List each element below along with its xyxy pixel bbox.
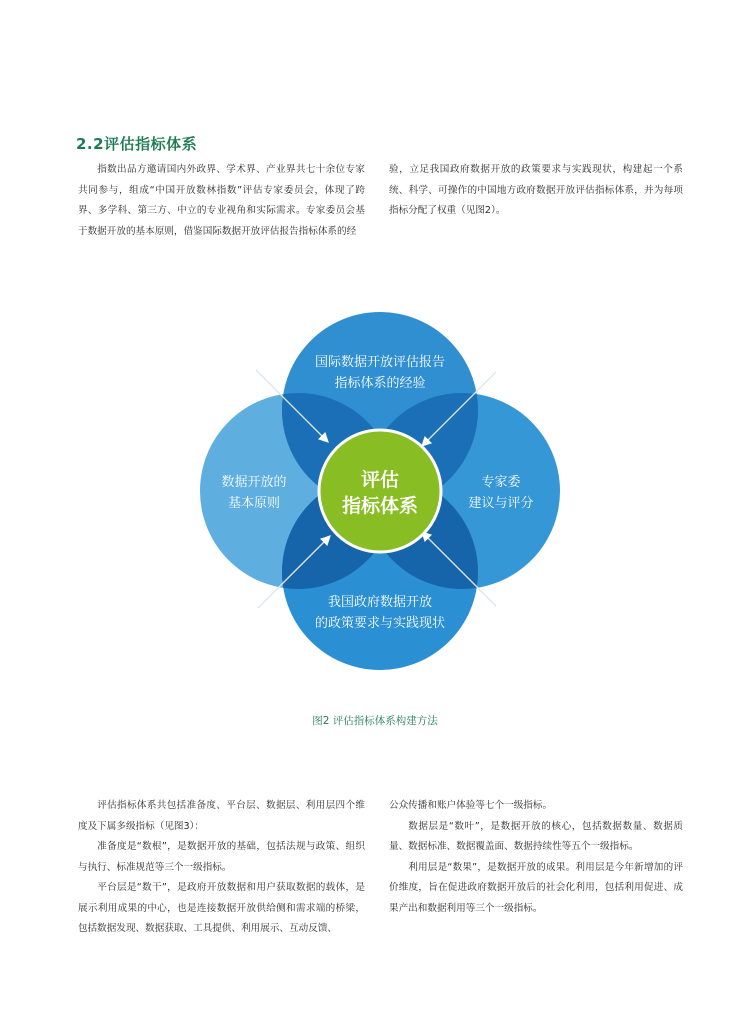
section-title: 2.2评估指标体系 (76, 135, 198, 153)
body-right-column (389, 796, 683, 919)
body-paragraph-readiness: 准备度是“数根”，是数据开放的基础，包括法规与政策、组织与执行、标准规范等三个一级指标。 (78, 841, 365, 873)
body-left-column (78, 796, 365, 940)
right-label-line1: 专家委 (481, 475, 521, 490)
center-circle (319, 430, 441, 552)
left-label-line1: 数据开放的 (221, 475, 287, 490)
body-paragraph-utilization: 利用层是“数果”，是数据开放的成果。利用层是今年新增加的评价维度，旨在促进政府数据开放后的社会化利用，包括利用促进、成果产出和数据利用等三个一级指标。 (389, 861, 683, 914)
intro-left-column (78, 160, 365, 242)
body-paragraph-intro: 评估指标体系共包括准备度、平台层、数据层、利用层四个维度及下属多级指标（见图3）： (78, 800, 365, 832)
left-label-line2: 基本原则 (227, 496, 281, 511)
figure-caption: 图2 评估指标体系构建方法 (312, 715, 438, 727)
intro-left-paragraph: 指数出品方邀请国内外政界、学术界、产业界共七十余位专家共同参与，组成“中国开放数林指数”评估专家委员会，体现了跨界、多学科、第三方、中立的专业视角和实际需求。专家委员会基于数据开放的基本原则，借鉴国际数据开放评估报告指标体系的经 (78, 164, 365, 237)
right-label-line2: 建议与评分 (468, 496, 534, 511)
diagram-svg (190, 300, 570, 680)
center-label-line1: 评估 (360, 469, 400, 491)
body-paragraph-data: 数据层是“数叶”，是数据开放的核心，包括数据数量、数据质量、数据标准、数据覆盖面、数据持续性等五个一级指标。 (389, 820, 683, 852)
intro-right-column (389, 160, 683, 222)
center-label-line2: 指标体系 (341, 495, 419, 517)
bottom-label-line1: 我国政府数据开放 (327, 595, 433, 610)
top-label-line1: 国际数据开放评估报告 (314, 355, 446, 370)
intro-right-paragraph: 验，立足我国政府数据开放的政策要求与实践现状，构建起一个系统、科学、可操作的中国地方政府数据开放评估指标体系，并为每项指标分配了权重（见图2）。 (389, 164, 683, 216)
body-paragraph-platform-cont: 公众传播和账户体验等七个一级指标。 (389, 800, 553, 811)
evaluation-system-diagram (190, 300, 570, 680)
bottom-label-line2: 的政策要求与实践现状 (314, 616, 446, 631)
top-label-line2: 指标体系的经验 (334, 376, 426, 391)
body-paragraph-platform: 平台层是“数干”，是政府开放数据和用户获取数据的载体，是展示利用成果的中心，也是连接数据开放供给侧和需求端的桥梁，包括数据发现、数据获取、工具提供、利用展示、互动反馈、 (78, 882, 365, 934)
